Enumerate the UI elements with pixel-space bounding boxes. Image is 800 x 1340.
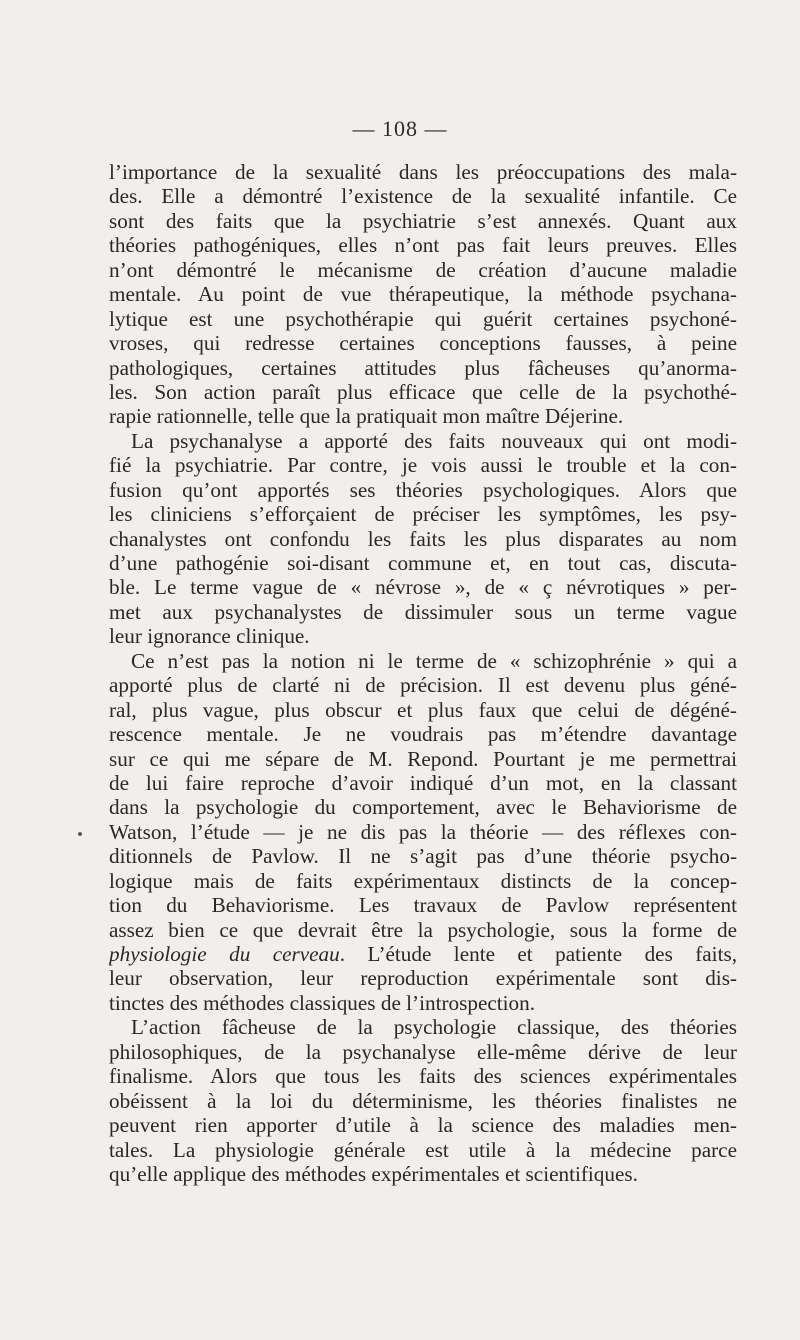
text-line: d’une pathogénie soi-disant commune et, en tout cas, discuta- (109, 551, 737, 575)
text-line: des. Elle a démontré l’existence de la sexualité infantile. Ce (109, 184, 737, 209)
text-line: chanalystes ont confondu les faits les plus disparates au nom (109, 526, 737, 551)
text-line: Ce n’est pas la notion ni le terme de « schizophrénie » qui a (131, 648, 737, 673)
text-line: philosophiques, de la psychanalyse elle-même dérive de leur (109, 1039, 737, 1064)
paragraph-3 (109, 649, 737, 1016)
text-line: leur observation, leur reproduction expérimentale sont dis- (109, 966, 737, 991)
text-line: peuvent rien apporter d’utile à la science des maladies men- (109, 1113, 737, 1138)
text-line: leur ignorance clinique. (109, 624, 310, 649)
text-line: fusion qu’ont apportés ses théories psychologiques. Alors que (109, 477, 737, 502)
paragraph-4 (109, 1015, 737, 1186)
text-line: théories pathogéniques, elles n’ont pas fait leurs preuves. Elles (109, 233, 737, 258)
text-line: lytique est une psychothérapie qui guérit certaines psychoné- (109, 306, 737, 331)
text-line: ditionnels de Pavlow. Il ne s’agit pas d’une théorie psycho- (109, 844, 737, 869)
text-line: sont des faits que la psychiatrie s’est annexés. Quant aux (109, 208, 737, 233)
text-line: les cliniciens s’efforçaient de préciser les symptômes, les psy- (109, 502, 737, 527)
text-line: mentale. Au point de vue thérapeutique, la méthode psychana- (109, 282, 737, 307)
text-line: vroses, qui redresse certaines conceptions fausses, à peine (109, 331, 737, 356)
paragraph-2 (109, 429, 737, 649)
text-line: l’importance de la sexualité dans les préoccupations des mala- (109, 160, 737, 184)
text-line: tales. La physiologie générale est utile à la médecine parce (109, 1137, 737, 1162)
text-line: tion du Behaviorisme. Les travaux de Pavlow représentent (109, 893, 737, 918)
paragraph-1 (109, 160, 737, 429)
text-line: La psychanalyse a apporté des faits nouveaux qui ont modi- (131, 428, 737, 453)
italic-phrase: physiologie du cerveau (109, 942, 340, 966)
text-line: de lui faire reproche d’avoir indiqué d’un mot, en la classant (109, 770, 737, 795)
text-line: assez bien ce que devrait être la psychologie, sous la forme de (109, 917, 737, 942)
text-line: rescence mentale. Je ne voudrais pas m’étendre davantage (109, 722, 737, 747)
text-line: L’action fâcheuse de la psychologie classique, des théories (131, 1015, 737, 1040)
text-line: dans la psychologie du comportement, avec le Behaviorisme de (109, 795, 737, 820)
text-line: logique mais de faits expérimentaux distincts de la concep- (109, 868, 737, 893)
text-line: finalisme. Alors que tous les faits des sciences expérimentales (109, 1064, 737, 1089)
text-line: met aux psychanalystes de dissimuler sous un terme vague (109, 599, 737, 624)
text-line: les. Son action paraît plus efficace que celle de la psychothé- (109, 379, 737, 404)
text-line: ble. Le terme vague de « névrose », de « ç névrotiques » per- (109, 575, 737, 600)
text-line: obéissent à la loi du déterminisme, les théories finalistes ne (109, 1088, 737, 1113)
text-line: Watson, l’étude — je ne dis pas la théorie — des réflexes con- (109, 819, 737, 844)
text-line: qu’elle applique des méthodes expérimentales et scientifiques. (109, 1161, 638, 1186)
page-number: — 108 — (352, 116, 448, 141)
body-text (109, 160, 737, 1186)
text-line: pathologiques, certaines attitudes plus fâcheuses qu’anorma- (109, 355, 737, 380)
text-line: sur ce qui me sépare de M. Repond. Pourtant je me permettrai (109, 746, 737, 771)
text-line: n’ont démontré le mécanisme de création d’aucune maladie (109, 257, 737, 282)
margin-mark (78, 832, 82, 836)
text-line: ral, plus vague, plus obscur et plus faux que celui de dégéné- (109, 697, 737, 722)
text-line: rapie rationnelle, telle que la pratiquait mon maître Déjerine. (109, 404, 624, 429)
text-line: fié la psychiatrie. Par contre, je vois aussi le trouble et la con- (109, 453, 737, 478)
text-line: tinctes des méthodes classiques de l’introspection. (109, 990, 536, 1015)
text-line: apporté plus de clarté ni de précision. Il est devenu plus géné- (109, 673, 737, 698)
text-line-with-italic: physiologie du cerveau. L’étude lente et patiente des faits, (109, 942, 737, 966)
